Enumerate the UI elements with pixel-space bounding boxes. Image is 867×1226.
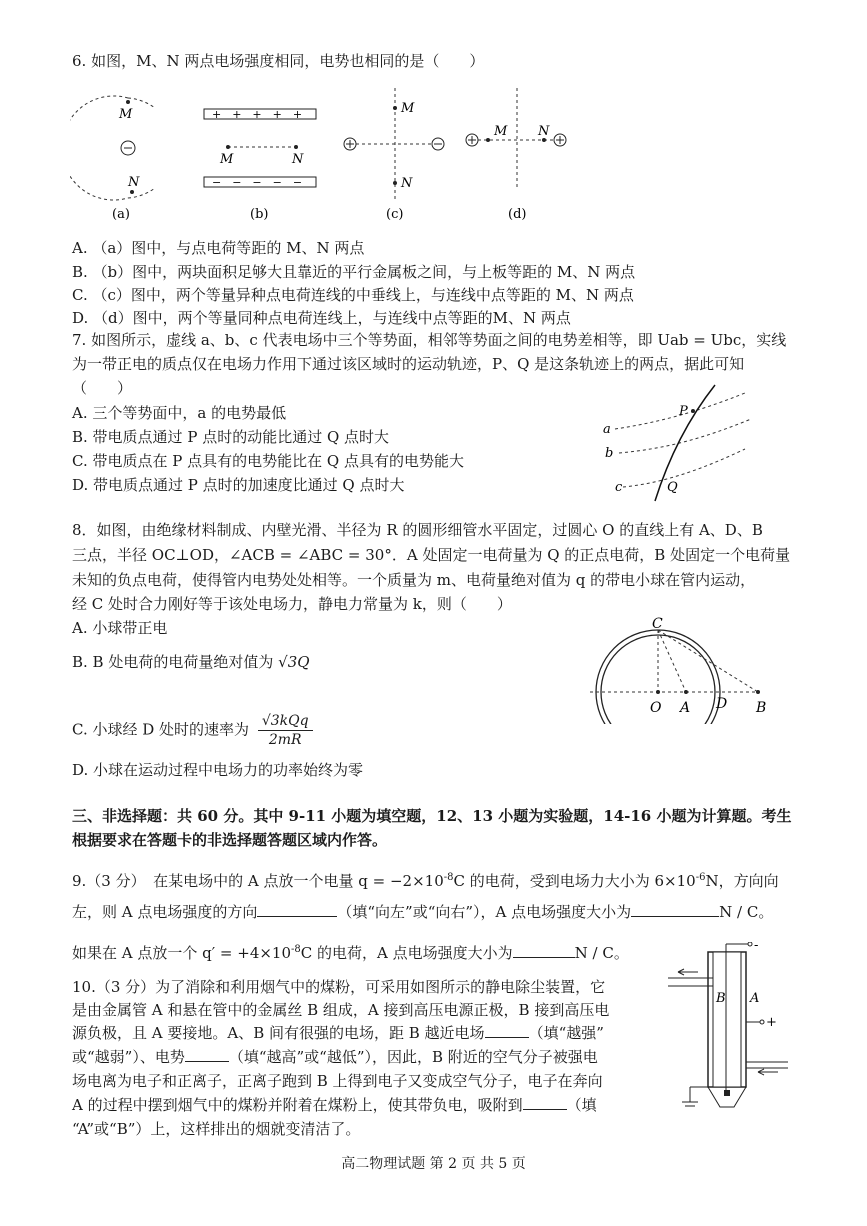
q8-option-b: B. B 处电荷的电荷量绝对值为 √3Q — [72, 653, 310, 671]
q9-line-1: 9.（3 分） 在某电场中的 A 点放一个电量 $q = -2\times 10^{-8}C$ 的电荷，受到电场力大小为 $6\times 10^{-6}N$，方向向 — [72, 872, 779, 890]
q10-figure — [668, 942, 798, 1121]
q10-line-4: 或“越弱”）、电势 （填“越高”或“越低”），因此，B 附近的空气分子被强电 — [72, 1048, 598, 1066]
q10-line-5: 场电离为电子和正离子，正离子跑到 B 上得到电子又变成空气分子，电子在奔向 — [72, 1072, 603, 1090]
caption-a: (a) — [112, 207, 130, 222]
q8-option-a: A. 小球带正电 — [72, 619, 168, 637]
q6-figure-b — [200, 95, 330, 227]
q8-option-c: C. 小球经 D 处时的速率为 √3kQq 2mR — [72, 712, 313, 749]
svg-text:+: + — [766, 1015, 777, 1030]
caption-c: (c) — [386, 207, 404, 222]
page-footer: 高二物理试题 第 2 页 共 5 页 — [341, 1156, 526, 1172]
q9-line-2: 左，则 A 点电场强度的方向 （填“向左”或“向右”），A 点电场强度大小为 N / C。 — [72, 903, 774, 921]
svg-text:c: c — [615, 480, 623, 495]
q8-option-d: D. 小球在运动过程中电场力的功率始终为零 — [72, 761, 364, 779]
svg-text:C: C — [652, 616, 663, 632]
svg-text:N: N — [538, 124, 550, 139]
svg-text:+ + + + +: + + + + + — [212, 108, 303, 121]
q9-line-3: 如果在 A 点放一个 $q' = +4\times 10^{-8}C$ 的电荷，A 点电场强度大小为 N / C。 — [72, 944, 629, 962]
q10-blank-1[interactable] — [485, 1023, 529, 1038]
q10-line-3: 源负极，且 A 要接地。A、B 间有很强的电场，距 B 越近电场 （填“越强” — [72, 1024, 604, 1042]
q6-option-b: B. （b）图中，两块面积足够大且靠近的平行金属板之间，与上板等距的 M、N 两点 — [72, 263, 636, 281]
svg-text:Q: Q — [667, 480, 678, 495]
q8-figure — [590, 614, 780, 728]
q7-stem-1: 7. 如图所示，虚线 a、b、c 代表电场中三个等势面，相邻等势面之间的电势差相等，即 Uab = Ubc，实线 — [72, 331, 787, 349]
q7-option-a: A. 三个等势面中，a 的电势最低 — [72, 404, 287, 422]
q7-option-c: C. 带电质点在 P 点具有的电势能比在 Q 点具有的电势能大 — [72, 452, 464, 470]
q8-stem-1: 8．如图，由绝缘材料制成、内壁光滑、半径为 R 的圆形细管水平固定，过圆心 O 的直线上有 A、D、B — [72, 521, 763, 539]
svg-text:A: A — [750, 991, 760, 1006]
q6-figure-c — [338, 88, 453, 227]
q8-option-b-math: √3Q — [278, 653, 310, 671]
section3-line-1: 三、非选择题：共 60 分。其中 9-11 小题为填空题，12、13 小题为实验题，14-16 小题为计算题。考生 — [72, 807, 792, 825]
svg-text:B: B — [756, 700, 767, 716]
svg-text:M: M — [220, 152, 234, 167]
svg-text:N: N — [292, 152, 304, 167]
q6-option-c: C. （c）图中，两个等量异种点电荷连线的中垂线上，与连线中点等距的 M、N 两点 — [72, 286, 634, 304]
q7-option-b: B. 带电质点通过 P 点时的动能比通过 Q 点时大 — [72, 428, 390, 446]
q6-figure-a — [70, 88, 180, 227]
q10-line-1: 10.（3 分）为了消除和利用烟气中的煤粉，可采用如图所示的静电除尘装置，它 — [72, 978, 606, 996]
svg-text:M: M — [401, 101, 415, 116]
svg-text:-: - — [754, 942, 759, 953]
q6-option-d: D. （d）图中，两个等量同种点电荷连线上，与连线中点等距的M、N 两点 — [72, 309, 571, 327]
q7-figure — [595, 383, 755, 507]
q10-line-6: A 的过程中摆到烟气中的煤粉并附着在煤粉上，使其带负电，吸附到 （填 — [72, 1096, 597, 1114]
q9-blank-3[interactable] — [513, 943, 575, 958]
svg-text:M: M — [494, 124, 508, 139]
svg-text:D: D — [716, 696, 728, 712]
section3-line-2: 根据要求在答题卡的非选择题答题区域内作答。 — [72, 831, 388, 849]
label-M: M — [119, 107, 133, 122]
q10-blank-2[interactable] — [185, 1047, 229, 1062]
svg-text:− − − − −: − − − − − — [212, 176, 303, 189]
q6-option-a: A. （a）图中，与点电荷等距的 M、N 两点 — [72, 239, 365, 257]
q6-figure-d — [460, 88, 575, 227]
svg-text:a: a — [603, 422, 611, 437]
q8-stem-3: 未知的负点电荷，使得管内电势处处相等。一个质量为 m、电荷量绝对值为 q 的带电小球在管内运动， — [72, 571, 756, 589]
q8-stem-4: 经 C 处时合力刚好等于该处电场力，静电力常量为 k，则（ ） — [72, 595, 512, 613]
q9-blank-1[interactable] — [257, 902, 337, 917]
caption-b: (b) — [250, 207, 269, 222]
q7-stem-3: （ ） — [72, 379, 133, 397]
svg-text:b: b — [605, 446, 614, 461]
svg-text:B: B — [716, 991, 726, 1006]
svg-text:A: A — [680, 700, 691, 716]
q10-blank-3[interactable] — [523, 1095, 567, 1110]
label-N: N — [128, 175, 140, 190]
q10-line-7: “A”或“B”）上，这样排出的烟就变清洁了。 — [72, 1120, 361, 1138]
q10-line-2: 是由金属管 A 和悬在管中的金属丝 B 组成，A 接到高压电源正极，B 接到高压电 — [72, 1001, 610, 1019]
svg-text:P: P — [679, 404, 688, 419]
q6-stem: 6. 如图，M、N 两点电场强度相同，电势也相同的是（ ） — [72, 52, 485, 70]
q8-option-c-fraction: √3kQq 2mR — [258, 712, 313, 749]
q7-option-d: D. 带电质点通过 P 点时的加速度比通过 Q 点时大 — [72, 476, 405, 494]
q9-blank-2[interactable] — [631, 902, 719, 917]
q8-stem-2: 三点，半径 OC⊥OD，∠ACB = ∠ABC = 30°．A 处固定一电荷量为 Q 的正点电荷，B 处固定一个电荷量 — [72, 546, 791, 564]
svg-text:N: N — [401, 176, 413, 191]
q7-stem-2: 为一带正电的质点仅在电场力作用下通过该区域时的运动轨迹，P、Q 是这条轨迹上的两点，据此可知 — [72, 355, 745, 373]
svg-text:O: O — [650, 700, 662, 716]
caption-d: (d) — [508, 207, 527, 222]
